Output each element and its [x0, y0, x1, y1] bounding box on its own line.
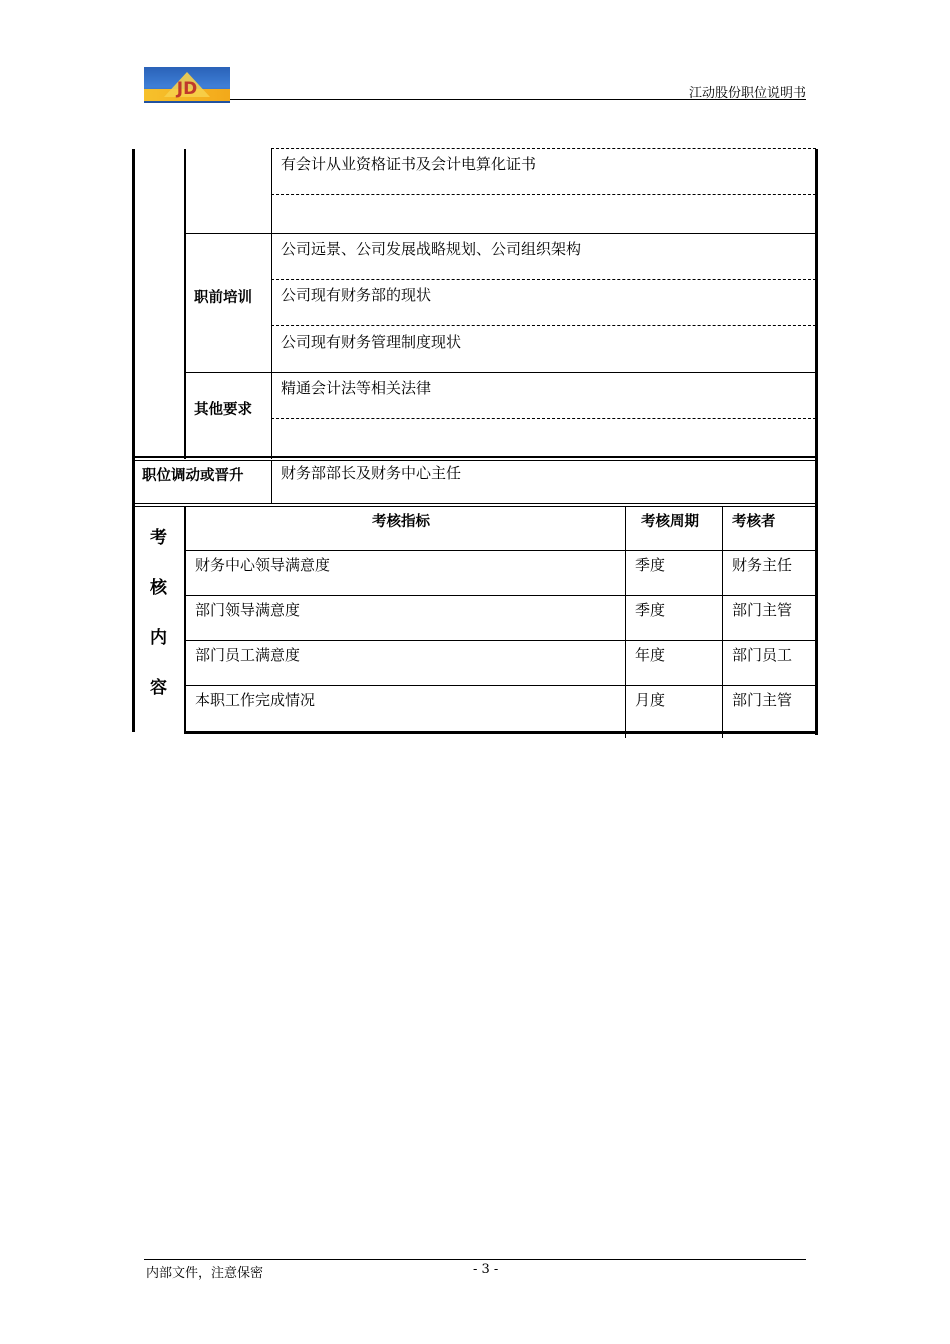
row-period: 季度	[635, 556, 666, 574]
row-indicator: 本职工作完成情况	[195, 691, 316, 709]
row-period: 年度	[635, 646, 666, 664]
table-right-border	[815, 149, 818, 735]
training-item: 公司远景、公司发展战略规划、公司组织架构	[281, 240, 582, 258]
assessment-label-char: 考	[150, 528, 167, 548]
row-indicator: 部门领导满意度	[195, 601, 301, 619]
row-period: 季度	[635, 601, 666, 619]
company-logo	[144, 67, 230, 103]
row-assessor: 部门主管	[732, 601, 793, 619]
svg-text:JD: JD	[176, 79, 198, 99]
table-left-border	[132, 149, 135, 732]
header-assessor: 考核者	[732, 514, 776, 530]
row-period: 月度	[635, 691, 666, 709]
row-indicator: 财务中心领导满意度	[195, 556, 331, 574]
training-item: 公司现有财务管理制度现状	[281, 333, 462, 351]
other-requirements-label: 其他要求	[194, 402, 252, 418]
assessment-label-char: 核	[150, 578, 167, 598]
certificate-item: 有会计从业资格证书及会计电算化证书	[281, 155, 537, 173]
document-title: 江动股份职位说明书	[688, 86, 806, 101]
training-item: 公司现有财务部的现状	[281, 286, 432, 304]
requirement-item: 精通会计法等相关法律	[281, 379, 432, 397]
header-period: 考核周期	[641, 514, 699, 530]
row-indicator: 部门员工满意度	[195, 646, 301, 664]
transfer-value: 财务部部长及财务中心主任	[281, 464, 462, 482]
assessment-label-char: 容	[150, 678, 167, 698]
footer-rule	[144, 1259, 806, 1260]
transfer-label: 职位调动或晋升	[142, 468, 244, 484]
pre-job-training-label: 职前培训	[194, 290, 252, 306]
row-assessor: 部门主管	[732, 691, 793, 709]
assessment-label-char: 内	[150, 628, 167, 648]
row-assessor: 部门员工	[732, 646, 793, 664]
page-number: - 3 -	[473, 1262, 499, 1277]
confidential-note: 内部文件，注意保密	[146, 1266, 264, 1281]
row-assessor: 财务主任	[732, 556, 793, 574]
header-indicator: 考核指标	[372, 514, 430, 530]
